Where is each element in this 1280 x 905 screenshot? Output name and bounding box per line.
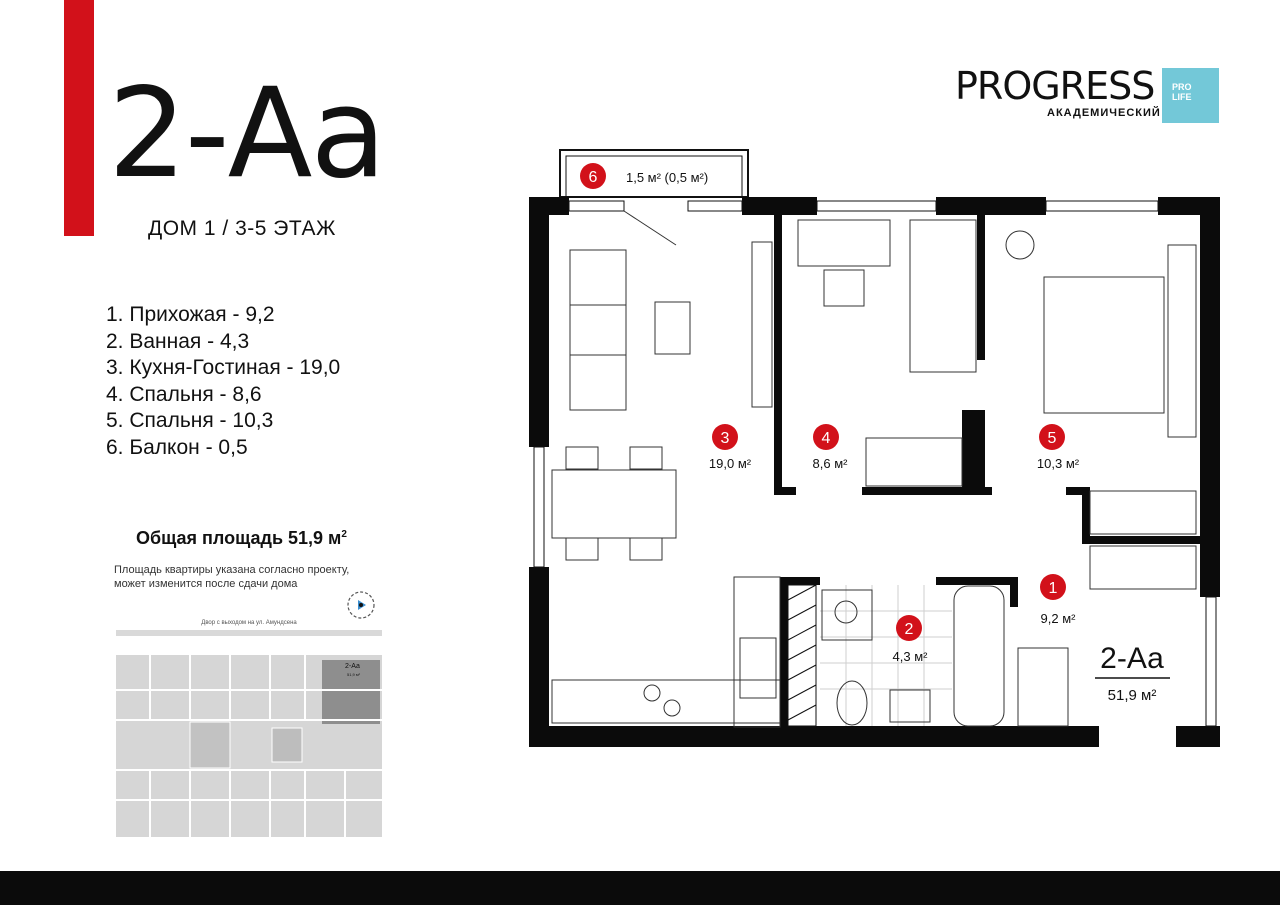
- room-item: 3. Кухня-Гостиная - 19,0: [106, 356, 341, 379]
- apartment-title: 2-Аа: [108, 62, 385, 206]
- logo-sub-text: АКАДЕМИЧЕСКИЙ: [1047, 107, 1161, 119]
- room-item: 6. Балкон - 0,5: [106, 435, 248, 459]
- room-item: 2. Ванная - 4,3: [106, 329, 250, 353]
- room-number: 1: [1048, 580, 1058, 597]
- footer-bar: [0, 871, 1280, 905]
- key-plan-unit-area: 51,9 м²: [347, 672, 360, 677]
- room-number: 4: [821, 430, 831, 447]
- room-number: 6: [588, 169, 598, 186]
- unit-area: 51,9 м²: [1107, 687, 1157, 704]
- balcony-area: 1,5 м² (0,5 м²): [626, 170, 709, 185]
- building-floor: ДОМ 1 / 3-5 ЭТАЖ: [148, 217, 336, 240]
- note-line: может изменится после сдачи дома: [114, 578, 298, 590]
- logo-badge-line: LIFE: [1172, 92, 1192, 102]
- room-item: 5. Спальня - 10,3: [106, 409, 274, 432]
- room-item: 1. Прихожая - 9,2: [106, 303, 275, 326]
- total-area-sup: 2: [341, 529, 347, 540]
- note-line: Площадь квартиры указана согласно проекту,: [114, 564, 350, 576]
- key-plan-unit-code: 2-Аа: [345, 663, 360, 670]
- room-area: 9,2 м²: [1040, 611, 1076, 626]
- room-area: 4,3 м²: [892, 649, 928, 664]
- room-area: 19,0 м²: [708, 456, 752, 471]
- room-area: 8,6 м²: [812, 456, 848, 471]
- room-number: 5: [1047, 430, 1057, 447]
- unit-code: 2-Аа: [1100, 642, 1164, 675]
- room-item: 4. Спальня - 8,6: [106, 382, 262, 406]
- room-area: 10,3 м²: [1036, 456, 1080, 471]
- logo-badge-line: PRO: [1172, 82, 1192, 92]
- room-number: 3: [720, 430, 730, 447]
- total-area-label: Общая площадь 51,9 м: [136, 528, 342, 548]
- logo-main-text: PROGRESS: [955, 64, 1155, 108]
- room-number: 2: [904, 621, 914, 638]
- key-plan-street-label: Двор с выходом на ул. Амундсена: [201, 620, 297, 626]
